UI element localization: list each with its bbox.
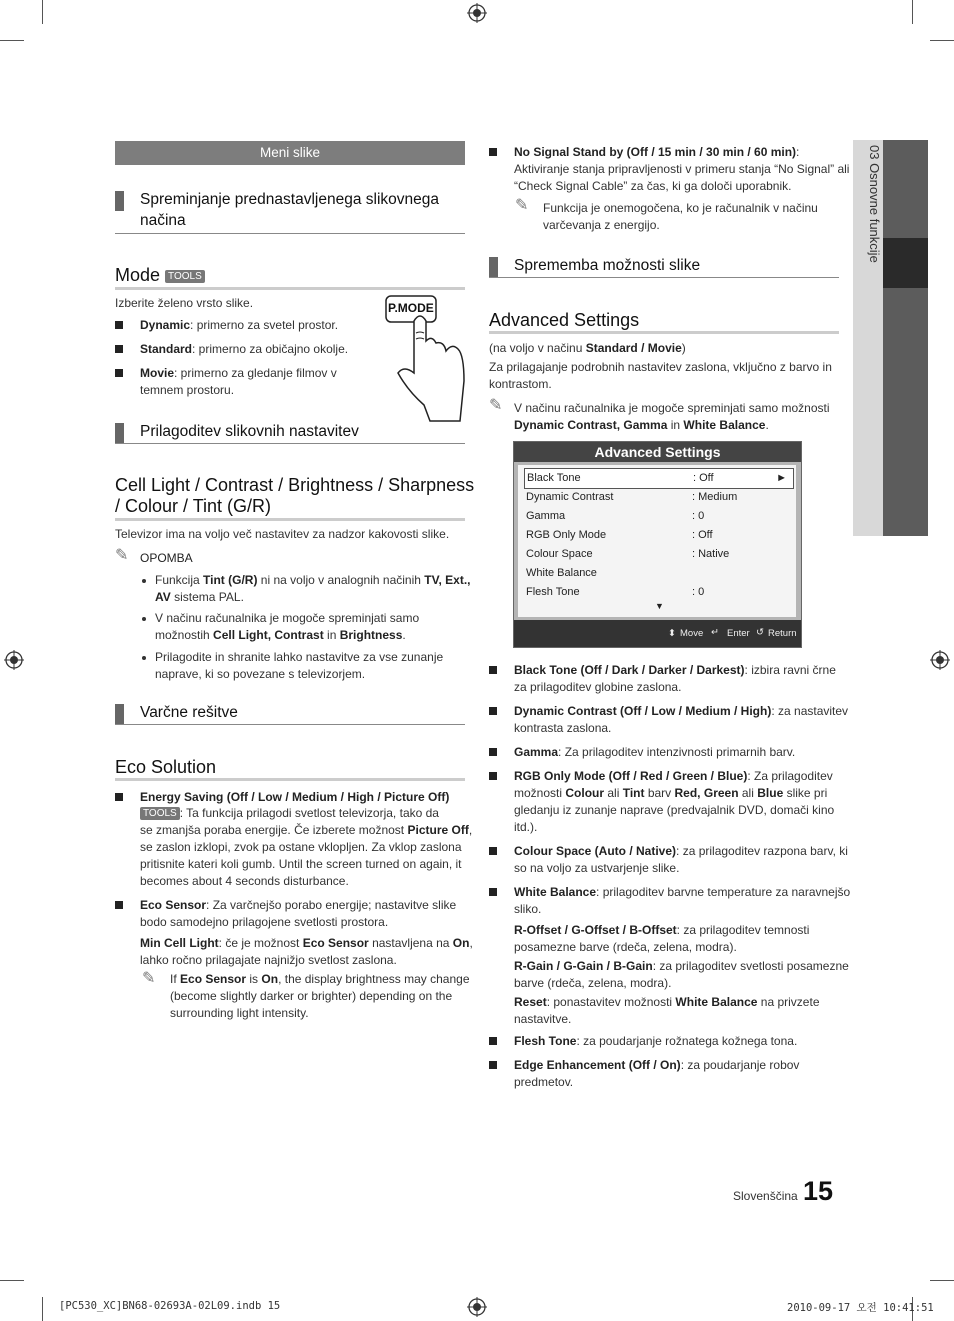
offset-l1: R-Offset / G-Offset / B-Offset: za prilagoditev temnosti — [514, 923, 810, 937]
black-tone-l1: Black Tone (Off / Dark / Darker / Darkest): izbira ravni črne — [514, 663, 836, 677]
subheading-adjust — [115, 421, 465, 444]
bullet-icon — [489, 666, 497, 674]
subheading-marker — [489, 257, 498, 277]
eco-energy-saving-l3: se zaslon izklopi, zvok pa ostane vklopljen. Za vklop zaslona — [140, 840, 462, 854]
footer-return: Return — [768, 628, 797, 639]
mode-item-dynamic: Dynamic: primerno za svetel prostor. — [140, 318, 339, 332]
heading-rule — [115, 287, 465, 290]
dynamic-contrast-l1: Dynamic Contrast (Off / Low / Medium / High): za nastavitev — [514, 704, 849, 718]
dynamic-contrast-l2: kontrasta zaslona. — [514, 721, 612, 735]
white-balance-l1: White Balance: prilagoditev barvne temperature za naravnejšo — [514, 885, 851, 899]
bullet-icon — [115, 901, 123, 909]
heading-rule — [115, 518, 465, 521]
mode-item-standard: Standard: primerno za običajno okolje. — [140, 342, 349, 356]
rgb-only-l4: itd.). — [514, 820, 538, 834]
eco-energy-saving-l2: se zmanjša poraba energije. Če izberete možnost Picture Off, — [140, 823, 473, 837]
bullet-icon — [489, 772, 497, 780]
note-item-pc: V načinu računalnika je mogoče spreminjati samo — [155, 611, 420, 625]
black-tone-l2: za prilagoditev globine zaslona. — [514, 680, 682, 694]
eco-note-l1: If Eco Sensor is On, the display brightness may change — [170, 972, 470, 986]
rgb-only-l1: RGB Only Mode (Off / Red / Green / Blue): Za prilagoditev — [514, 769, 833, 783]
note-pencil-icon: ✎ — [142, 970, 156, 987]
eco-sensor-l3: Min Cell Light: če je možnost Eco Sensor nastavljena na On, — [140, 936, 473, 950]
tools-badge: TOOLS — [140, 807, 180, 820]
gamma-l1: Gamma: Za prilagoditev intenzivnosti primarnih barv. — [514, 745, 796, 759]
tools-badge: TOOLS — [165, 270, 205, 283]
gain-l2: barve (rdeča, zelena, modra). — [514, 976, 672, 990]
chapter-tab-label: 03 Osnovne funkcije — [867, 145, 882, 263]
cell-light-intro: Televizor ima na voljo več nastavitev za nadzor kakovosti slike. — [115, 527, 450, 541]
menu-row-dynamic-contrast[interactable]: Dynamic Contrast : Medium — [526, 491, 738, 503]
subheading-options — [489, 255, 839, 278]
menu-list — [518, 465, 796, 617]
subheading-label: Sprememba možnosti slike — [514, 257, 701, 274]
chapter-tab-dark — [883, 140, 928, 536]
crop-mark — [930, 40, 954, 41]
edge-enhancement-l1: Edge Enhancement (Off / On): za poudarjanje robov — [514, 1058, 800, 1072]
menu-row-white-balance[interactable]: White Balance — [526, 567, 597, 579]
footer-language: Slovenščina — [733, 1189, 798, 1203]
bullet-icon — [489, 888, 497, 896]
subheading-label: Varčne rešitve — [140, 704, 238, 721]
nosignal-note1: Funkcija je onemogočena, ko je računalnik v načinu — [543, 201, 818, 215]
enter-icon: ↵ — [711, 627, 719, 638]
bullet-dot-icon — [142, 617, 146, 621]
subheading-marker — [115, 704, 124, 724]
colour-space-l1: Colour Space (Auto / Native): za prilagoditev razpona barv, ki — [514, 844, 848, 858]
cell-light-heading-line1: Cell Light / Contrast / Brightness / Sharpness — [115, 475, 475, 495]
section-bar: Meni slike — [115, 141, 465, 165]
cell-light-heading-line2: / Colour / Tint (G/R) — [115, 496, 272, 516]
subheading-eco — [115, 702, 465, 725]
eco-heading: Eco Solution — [115, 757, 217, 777]
eco-note-l2: (become slightly darker or brighter) depending on the — [170, 989, 453, 1003]
eco-energy-saving-l1: TOOLS : Ta funkcija prilagodi svetlost televizorja, tako da — [140, 805, 439, 822]
advanced-settings-heading: Advanced Settings — [489, 310, 640, 330]
eco-sensor-l1: Eco Sensor: Za varčnejšo porabo energije; nastavitve slike — [140, 898, 457, 912]
eco-note-l3: surrounding light intensity. — [170, 1006, 309, 1020]
note-pencil-icon: ✎ — [115, 547, 129, 564]
subheading-marker — [115, 191, 124, 211]
nosignal-term: No Signal Stand by (Off / 15 min / 30 min / 60 min): — [514, 145, 800, 159]
mode-heading-text: Mode — [115, 265, 161, 285]
footer-file: [PC530_XC]BN68-02693A-02L09.indb 15 — [59, 1300, 281, 1312]
nosignal-note2: varčevanja z energijo. — [543, 218, 660, 232]
bullet-icon — [489, 1037, 497, 1045]
rgb-only-l3: gledanju iz zunanje naprave (predvajalnik DVD, domači kino — [514, 803, 835, 817]
adv-desc-l1: Za prilagajanje podrobnih nastavitev zaslona, vključno z barvo in — [489, 360, 832, 374]
adv-desc-l2: kontrastom. — [489, 377, 552, 391]
crop-mark — [0, 1280, 24, 1281]
menu-row-flesh-tone[interactable]: Flesh Tone : 0 — [526, 586, 705, 598]
menu-row-gamma[interactable]: Gamma : 0 — [526, 510, 705, 522]
heading-rule — [115, 778, 465, 781]
chevron-right-icon: ► — [776, 472, 787, 484]
adv-note-l2: Dynamic Contrast, Gamma in White Balance. — [514, 418, 769, 432]
crop-mark — [930, 1280, 954, 1281]
pmode-label: P.MODE — [388, 301, 434, 315]
colour-space-l2: so na voljo za ustvarjenje slike. — [514, 861, 680, 875]
eco-energy-saving-l5: becomes about 4 seconds disturbance. — [140, 874, 349, 888]
gain-l1: R-Gain / G-Gain / B-Gain: za prilagoditev svetlosti posamezne — [514, 959, 849, 973]
bullet-icon — [489, 1061, 497, 1069]
mode-intro: Izberite želeno vrsto slike. — [115, 296, 254, 310]
subheading-label: Prilagoditev slikovnih nastavitev — [140, 423, 359, 440]
footer-enter: Enter — [727, 628, 750, 639]
menu-title: Advanced Settings — [514, 442, 801, 462]
note-pencil-icon: ✎ — [489, 397, 503, 414]
move-icon: ⬍ — [668, 628, 676, 639]
registration-mark-icon — [4, 650, 24, 670]
eco-sensor-l4: lahko ročno prilagajate najnižjo svetlost zaslona. — [140, 953, 397, 967]
note-item-external-cont: naprave, ki so povezane s televizorjem. — [155, 667, 366, 681]
chapter-tab-marker — [883, 238, 928, 288]
menu-row-rgb-only[interactable]: RGB Only Mode : Off — [526, 529, 713, 541]
menu-footer — [514, 620, 801, 647]
eco-energy-saving-term: Energy Saving (Off / Low / Medium / High / Picture Off) — [140, 790, 450, 804]
bullet-icon — [115, 793, 123, 801]
subheading-picture-mode — [115, 189, 465, 234]
bullet-icon — [115, 369, 123, 377]
mode-item-movie: Movie: primerno za gledanje filmov v — [140, 366, 337, 380]
registration-mark-icon — [930, 650, 950, 670]
reset-l2: nastavitve. — [514, 1012, 572, 1026]
reset-l1: Reset: ponastavitev možnosti White Balance na privzete — [514, 995, 820, 1009]
crop-mark — [42, 0, 43, 24]
mode-heading — [115, 265, 205, 286]
note-pencil-icon: ✎ — [515, 197, 529, 214]
rgb-only-l2: možnosti Colour ali Tint barv Red, Green ali Blue slike pri — [514, 786, 828, 800]
registration-mark-icon — [467, 1297, 487, 1317]
footer-move: Move — [680, 628, 704, 639]
white-balance-l2: sliko. — [514, 902, 542, 916]
nosignal-l2: “Check Signal Cable” za čas, ki ga določi uporabnik. — [514, 179, 792, 193]
return-icon: ↺ — [756, 627, 764, 638]
heading-rule — [489, 331, 839, 334]
adv-availability: (na voljo v načinu Standard / Movie) — [489, 341, 686, 355]
crop-mark — [912, 0, 913, 24]
bullet-icon — [489, 148, 497, 156]
flesh-tone-l1: Flesh Tone: za poudarjanje rožnatega kožnega tona. — [514, 1034, 798, 1048]
note-item-tint-cont: AV sistema PAL. — [155, 590, 244, 604]
bullet-icon — [115, 321, 123, 329]
mode-item-movie-cont: temnem prostoru. — [140, 383, 235, 397]
note-label: OPOMBA — [140, 551, 193, 565]
chevron-down-icon: ▼ — [655, 601, 664, 611]
offset-l2: posamezne barve (rdeča, zelena, modra). — [514, 940, 737, 954]
bullet-dot-icon — [142, 656, 146, 660]
menu-row-colour-space[interactable]: Colour Space : Native — [526, 548, 730, 560]
subheading-marker — [115, 423, 124, 443]
nosignal-l1: Aktiviranje stanja pripravljenosti v primeru stanja “No Signal” ali — [514, 162, 850, 176]
eco-sensor-l2: bodo samodejno prilagojene svetlosti prostora. — [140, 915, 389, 929]
menu-row-black-tone[interactable]: Black Tone : Off ► — [524, 468, 794, 489]
bullet-icon — [489, 707, 497, 715]
crop-mark — [42, 1297, 43, 1321]
registration-mark-icon — [467, 3, 487, 23]
adv-note-l1: V načinu računalnika je mogoče spreminjati samo možnosti — [514, 401, 830, 415]
bullet-dot-icon — [142, 579, 146, 583]
bullet-icon — [489, 847, 497, 855]
bullet-icon — [115, 345, 123, 353]
edge-enhancement-l2: predmetov. — [514, 1075, 574, 1089]
advanced-settings-menu — [513, 441, 802, 648]
footer-date: 2010-09-17 오전 10:41:51 — [787, 1302, 934, 1314]
eco-energy-saving-l4: pritisnite kateri koli gumb. Until the screen turned on again, it — [140, 857, 462, 871]
crop-mark — [0, 40, 24, 41]
bullet-icon — [489, 748, 497, 756]
note-item-pc-cont: možnostih Cell Light, Contrast in Brightness. — [155, 628, 406, 642]
note-item-external: Prilagodite in shranite lahko nastavitve za vse zunanje — [155, 650, 444, 664]
note-item-tint: Funkcija Tint (G/R) ni na voljo v analognih načinih TV, Ext., — [155, 573, 471, 587]
page-number: 15 — [803, 1176, 834, 1206]
subheading-label: Spreminjanje prednastavljenega slikovnega načina — [140, 191, 439, 229]
